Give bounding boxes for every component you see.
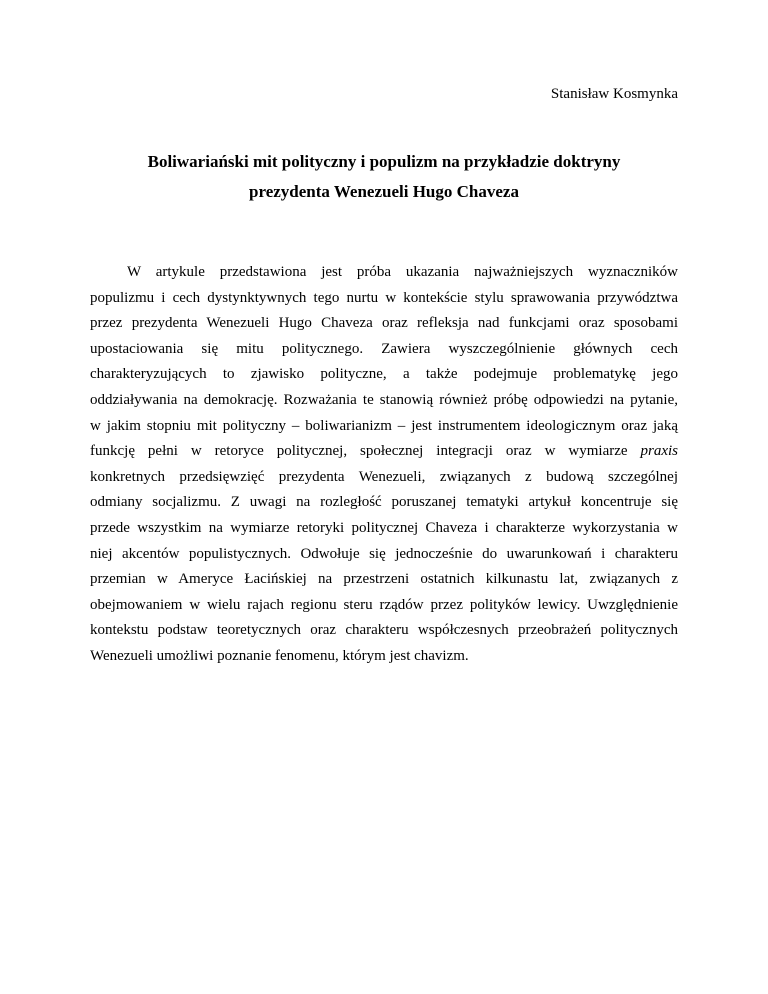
abstract-line-with-italic bbox=[90, 439, 678, 465]
abstract-line: W artykule przedstawiona jest próba ukazania najważniejszych wyznaczników bbox=[127, 264, 678, 280]
abstract-line: przemian w Ameryce Łacińskiej na przestrzeni ostatnich kilkunastu lat, związanych z bbox=[90, 571, 678, 588]
title-line: Boliwariański mit polityczny i populizm na przykładzie doktryny bbox=[147, 152, 621, 171]
abstract-paragraph bbox=[90, 260, 678, 670]
abstract-line: charakteryzujących to zjawisko polityczne, a także podejmuje problematykę jego bbox=[90, 366, 678, 383]
abstract-line: populizmu i cech dystynktywnych tego nurtu w kontekście stylu sprawowania przywództwa bbox=[90, 289, 678, 306]
abstract-line: w jakim stopniu mit polityczny – boliwarianizm – jest instrumentem ideologicznym oraz jaką bbox=[90, 417, 678, 434]
abstract-line: obejmowaniem w wielu rajach regionu steru rządów przez polityków lewicy. Uwzględnienie bbox=[90, 596, 678, 613]
abstract-line: konkretnych przedsięwzięć prezydenta Wenezueli, związanych z budową szczególnej bbox=[90, 468, 678, 485]
italic-term: praxis bbox=[640, 443, 678, 460]
title-line: prezydenta Wenezueli Hugo Chaveza bbox=[249, 182, 519, 201]
article-title bbox=[90, 147, 678, 207]
abstract-line: upostaciowania się mitu politycznego. Zawiera wyszczególnienie głównych cech bbox=[90, 340, 678, 357]
abstract-line: przede wszystkim na wymiarze retoryki politycznej Chaveza i charakterze wykorzystania w bbox=[90, 519, 678, 536]
abstract-line: odmiany socjalizmu. Z uwagi na rozległość poruszanej tematyki artykuł koncentruje się bbox=[90, 494, 678, 511]
abstract-line-text: funkcję pełni w retoryce politycznej, społecznej integracji oraz w wymiarze bbox=[90, 443, 628, 460]
abstract-line: oddziaływania na demokrację. Rozważania te stanowią również próbę odpowiedzi na pytanie, bbox=[90, 391, 678, 408]
author-name: Stanisław Kosmynka bbox=[550, 86, 678, 102]
abstract-line: niej akcentów populistycznych. Odwołuje się jednocześnie do uwarunkowań i charakteru bbox=[90, 545, 678, 562]
abstract-line: kontekstu podstaw teoretycznych oraz charakteru współczesnych przeobrażeń politycznych bbox=[90, 622, 678, 639]
abstract-line: przez prezydenta Wenezueli Hugo Chaveza oraz refleksja nad funkcjami oraz sposobami bbox=[90, 315, 678, 332]
abstract-line: Wenezueli umożliwi poznanie fenomenu, którym jest chavizm. bbox=[90, 647, 469, 664]
